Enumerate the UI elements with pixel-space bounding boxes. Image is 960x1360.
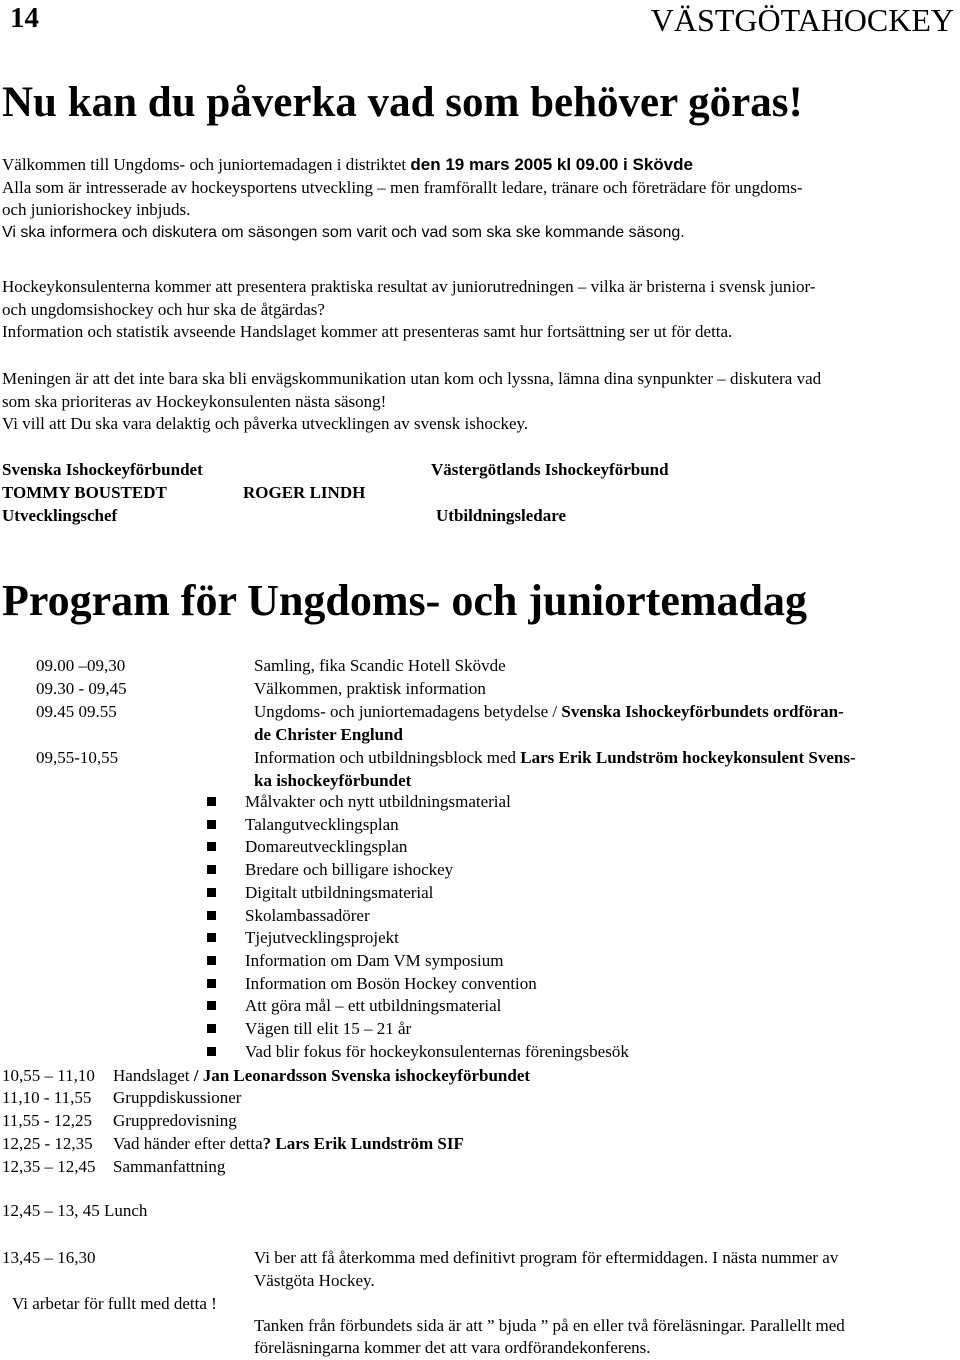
schedule-speaker: ? Lars Erik Lundström SIF (262, 1134, 464, 1153)
square-bullet-icon (207, 1024, 216, 1033)
page-number: 14 (10, 2, 39, 34)
schedule-text: Välkommen, praktisk information (254, 679, 486, 698)
square-bullet-icon (207, 933, 216, 942)
list-item (207, 882, 629, 905)
list-item-label: Information om Bosön Hockey convention (245, 973, 537, 993)
list-item-label: Att göra mål – ett utbildningsmaterial (245, 996, 502, 1016)
event-date: den 19 mars 2005 kl 09.00 i Skövde (410, 155, 693, 174)
paragraph-line: Information och statistik avseende Handslaget kommer att presenteras samt hur fortsättning ser ut för detta. (2, 322, 733, 341)
schedule-text (254, 747, 856, 770)
afternoon-text: Västgöta Hockey. (254, 1271, 375, 1290)
schedule-speaker: / Jan Leonardsson Svenska ishockeyförbundet (193, 1066, 531, 1085)
schedule-text: Gruppredovisning (113, 1111, 237, 1130)
list-item (207, 1041, 629, 1064)
list-item (207, 905, 629, 928)
signature-name-right: ROGER LINDH (243, 483, 366, 502)
schedule-speaker: ka ishockeyförbundet (254, 771, 412, 790)
list-item (207, 1018, 629, 1041)
schedule-text-plain: Vad händer efter detta (113, 1134, 263, 1153)
paragraph-line: och ungdomsishockey och hur ska de åtgärdas? (2, 299, 325, 319)
list-item-label: Målvakter och nytt utbildningsmaterial (245, 792, 511, 811)
schedule-speaker: Lars Erik Lundström hockeykonsulent Svens- (520, 748, 856, 767)
schedule-text (113, 1065, 530, 1088)
program-title: Program för Ungdoms- och juniortemadag (2, 576, 807, 625)
list-item (207, 791, 629, 814)
lunch-line: 12,45 – 13, 45 Lunch (2, 1201, 148, 1220)
schedule-time: 12,25 - 12,35 (2, 1134, 93, 1153)
schedule-text: Sammanfattning (113, 1157, 226, 1176)
list-item-label: Information om Dam VM symposium (245, 950, 504, 970)
square-bullet-icon (207, 842, 216, 851)
signature-name-left: TOMMY BOUSTEDT (2, 483, 167, 502)
intro-line (2, 154, 958, 177)
headline: Nu kan du påverka vad som behöver göras! (2, 79, 803, 126)
list-item (207, 927, 629, 950)
schedule-text-plain: Handslaget (113, 1066, 194, 1085)
list-item (207, 859, 629, 882)
afternoon-text: Tanken från förbundets sida är att ” bjuda ” på en eller två föreläsningar. Parallellt med (254, 1316, 845, 1335)
schedule-time: 09.45 09.55 (36, 702, 117, 721)
paragraph-line: Meningen är att det inte bara ska bli envägskommunikation utan kom och lyssna, lämna dina synpunkter – diskutera vad (2, 369, 822, 388)
square-bullet-icon (207, 1047, 216, 1056)
topic-list (207, 791, 629, 1063)
afternoon-text: Vi ber att få återkomma med definitivt program för eftermiddagen. I nästa nummer av (254, 1248, 839, 1267)
square-bullet-icon (207, 956, 216, 965)
schedule-time: 10,55 – 11,10 (2, 1066, 95, 1085)
intro-text: Välkommen till Ungdoms- och juniortemadagen i distriktet (2, 155, 411, 174)
schedule-time: 09.00 –09,30 (36, 656, 126, 675)
magazine-title: VÄSTGÖTAHOCKEY (650, 2, 954, 38)
schedule-text: Samling, fika Scandic Hotell Skövde (254, 656, 506, 675)
list-item (207, 995, 629, 1018)
signature-role-left: Utvecklingschef (2, 506, 118, 525)
square-bullet-icon (207, 1001, 216, 1010)
intro-line: Vi ska informera och diskutera om säsongen som varit och vad som ska ske kommande säsong. (2, 223, 685, 241)
paragraph-3 (2, 368, 958, 436)
square-bullet-icon (207, 979, 216, 988)
list-item (207, 950, 629, 973)
list-item (207, 973, 629, 996)
signature-org-right: Västergötlands Ishockeyförbund (431, 460, 669, 479)
square-bullet-icon (207, 797, 216, 806)
list-item (207, 836, 629, 859)
schedule-speaker: de Christer Englund (254, 725, 403, 744)
schedule-speaker: Svenska Ishockeyförbundets ordföran- (561, 702, 844, 721)
schedule-time: 11,55 - 12,25 (2, 1111, 93, 1130)
schedule-time: 13,45 – 16,30 (2, 1248, 96, 1267)
list-item (207, 814, 629, 837)
signature-org-left: Svenska Ishockeyförbundet (2, 460, 203, 479)
schedule-time: 12,35 – 12,45 (2, 1157, 96, 1176)
intro-line: och juniorishockey inbjuds. (2, 200, 191, 219)
schedule-time: 11,10 - 11,55 (2, 1088, 92, 1107)
paragraph-2 (2, 276, 958, 344)
list-item-label: Bredare och billigare ishockey (245, 860, 454, 880)
schedule-text-plain: Ungdoms- och juniortemadagens betydelse / (254, 702, 562, 721)
schedule-text: Gruppdiskussioner (113, 1088, 242, 1107)
list-item-label: Talangutvecklingsplan (245, 814, 399, 834)
intro-line: Alla som är intresserade av hockeysportens utveckling – men framförallt ledare, tränare och företrädare för ungdoms- (2, 177, 803, 197)
signature-role-right: Utbildningsledare (436, 506, 567, 525)
paragraph-line: Vi vill att Du ska vara delaktig och påverka utvecklingen av svensk ishockey. (2, 414, 529, 433)
square-bullet-icon (207, 820, 216, 829)
list-item-label: Vad blir fokus för hockeykonsulenternas föreningsbesök (245, 1041, 629, 1061)
schedule-text (113, 1133, 464, 1156)
square-bullet-icon (207, 865, 216, 874)
square-bullet-icon (207, 888, 216, 897)
paragraph-line: som ska prioriteras av Hockeykonsulenten nästa säsong! (2, 391, 387, 411)
list-item-label: Tjejutvecklingsprojekt (245, 928, 399, 948)
square-bullet-icon (207, 911, 216, 920)
list-item-label: Vägen till elit 15 – 21 år (245, 1019, 412, 1039)
paragraph-line: Hockeykonsulenterna kommer att presentera praktiska resultat av juniorutredningen – vilka är bristerna i svensk junior- (2, 277, 816, 296)
schedule-text (254, 701, 844, 724)
list-item-label: Skolambassadörer (245, 905, 370, 925)
intro-paragraph (2, 154, 958, 244)
schedule-time: 09,55-10,55 (36, 748, 119, 767)
list-item-label: Digitalt utbildningsmaterial (245, 882, 434, 902)
afternoon-text: föreläsningarna kommer det att vara ordförandekonferens. (254, 1338, 651, 1357)
afternoon-note: Vi arbetar för fullt med detta ! (12, 1294, 217, 1313)
schedule-text-plain: Information och utbildningsblock med (254, 748, 521, 767)
list-item-label: Domareutvecklingsplan (245, 837, 408, 857)
schedule-time: 09.30 - 09,45 (36, 679, 127, 698)
